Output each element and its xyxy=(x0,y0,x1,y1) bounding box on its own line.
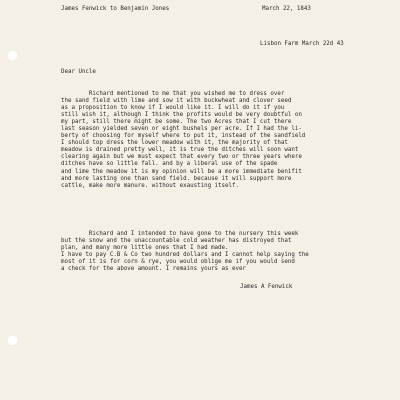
letter-paragraph-2 xyxy=(61,231,391,273)
paragraph-line: a check for the above amount. I remains yours as ever xyxy=(61,266,246,273)
paragraph-line: last season yielded seven or eight bushels per acre. If I had the li- xyxy=(61,126,302,133)
punch-hole-top xyxy=(7,50,18,61)
letter-salutation: Dear Uncle xyxy=(61,69,96,75)
letter-paragraph-1 xyxy=(61,91,391,190)
letter-signature: James A Fenwick xyxy=(240,284,293,290)
paragraph-line: cattle, make more manure. without exausting itself. xyxy=(61,182,239,189)
punch-hole-bottom xyxy=(7,335,18,346)
paragraph-line: the sand field with lime and sow it with buckwheat and clover seed xyxy=(61,98,292,105)
paragraph-line: and more lasting one than sand field. because it will support more xyxy=(61,175,292,182)
paragraph-line: berty of choosing for myself where to put it, instead of the sandfield xyxy=(61,133,306,140)
paragraph-line: I should top dress the lower meadow with it, the majority of that xyxy=(61,140,288,147)
paragraph-line: plan, and many more little ones that I had made. xyxy=(61,245,229,252)
header-title: James Fenwick to Benjamin Jones xyxy=(61,6,170,12)
paragraph-line: meadow is drained pretty well, it is true the ditches will soon want xyxy=(61,147,299,154)
paragraph-line: most of it is for corn & rye, you would oblige me if you would send xyxy=(61,259,295,266)
header-date: March 22, 1843 xyxy=(262,6,311,12)
paragraph-line: Richard mentioned to me that you wished me to dress over xyxy=(61,91,285,97)
paragraph-line: Richard and I intended to have gone to the nursery this week xyxy=(61,231,299,237)
paragraph-line: as a proposition to know if I would like it. I will do it if you xyxy=(61,105,285,112)
paragraph-line: but the snow and the unaccountable cold weather has distroyed that xyxy=(61,238,292,245)
paragraph-line: still wish it, although I think the profits would be very doubtful on xyxy=(61,112,302,119)
paragraph-line: clearing again but we must expect that every two or three years where xyxy=(61,154,302,161)
paragraph-line: ditches have so little fall. and by a liberal use of the spade xyxy=(61,161,278,168)
paragraph-line: I have to pay C.B & Co two hundred dollars and I cannot help saying the xyxy=(61,252,309,259)
paragraph-line: and lime the meadow it is my opinion will be a more immediate benifit xyxy=(61,168,302,175)
letter-place-date: Lisbon Farm March 22d 43 xyxy=(260,41,344,47)
paragraph-line: my part, still there might be some. The two Acres that I cut there xyxy=(61,119,292,126)
